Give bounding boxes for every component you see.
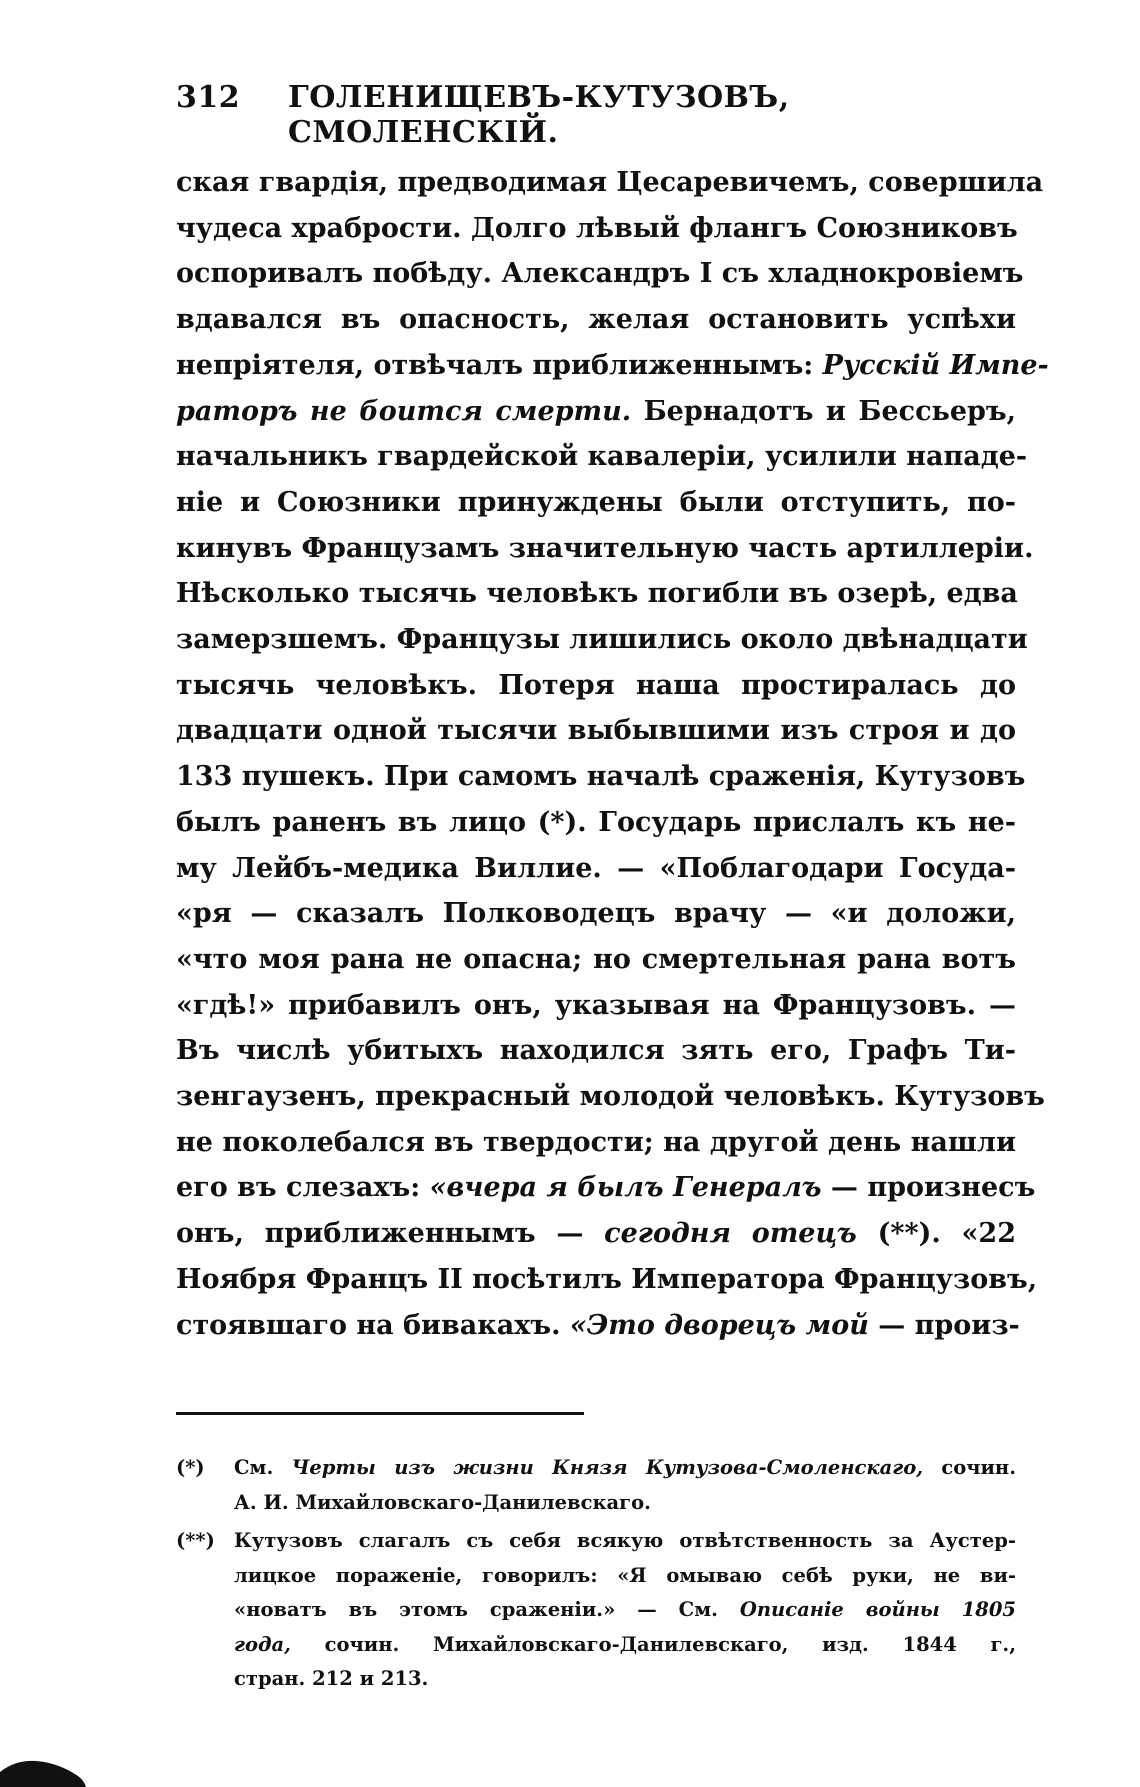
footnote-mark: (**) [176, 1529, 215, 1553]
text-segment: оспоривалъ побѣду. Александръ I съ хладнокровіемъ [176, 258, 1024, 290]
text-segment: не поколебался въ твердости; на другой день нашли [176, 1126, 1016, 1158]
italic-text-segment: Описаніе войны 1805 [739, 1598, 1016, 1622]
text-line [176, 526, 1034, 572]
italic-text-segment: «Это дворецъ мой [569, 1309, 869, 1341]
italic-text-segment: «вчера я былъ Генералъ [429, 1172, 822, 1204]
text-line [176, 1165, 1036, 1211]
main-text [176, 160, 1049, 1348]
text-segment: А. И. Михайловскаго-Данилевскаго. [234, 1490, 651, 1514]
text-line [176, 251, 1024, 297]
text-segment: онъ, приближеннымъ — [176, 1218, 605, 1250]
text-line [176, 708, 1016, 754]
text-segment: сочин. Михайловскаго-Данилевскаго, изд. 1844 г., [290, 1632, 1016, 1656]
text-line [176, 1303, 1020, 1349]
text-segment: Кутузовъ слагалъ съ себя всякую отвѣтственность за Аустер- [234, 1529, 1016, 1553]
text-line [176, 1211, 1016, 1257]
text-segment: вдавался въ опасность, желая остановить успѣхи [176, 304, 1016, 336]
text-segment: Нѣсколько тысячь человѣкъ погибли въ озерѣ, едва [176, 578, 1018, 610]
text-line [176, 160, 1044, 206]
footnote-text [234, 1524, 1016, 1697]
footnote [176, 1524, 1016, 1697]
text-segment: чудеса храбрости. Долго лѣвый флангъ Союзниковъ [176, 212, 1018, 244]
italic-text-segment: сегодня отецъ [604, 1218, 857, 1250]
footnote-mark: (*) [176, 1456, 205, 1480]
footnote-rule [176, 1412, 584, 1415]
text-line [176, 663, 1016, 709]
text-segment: ніе и Союзники принуждены были отступить, по- [176, 486, 1016, 518]
footnote-line [234, 1662, 1016, 1697]
text-segment: — произнесъ [821, 1172, 1036, 1204]
text-segment: См. [234, 1456, 292, 1480]
text-line [176, 754, 1026, 800]
footnote-line [234, 1628, 1016, 1663]
text-line [176, 389, 1016, 435]
italic-text-segment: раторъ не боится смерти. [176, 395, 632, 427]
text-line [176, 983, 1016, 1029]
text-segment: «гдѣ!» прибавилъ онъ, указывая на Французовъ. — [176, 989, 1016, 1021]
footnote-line [234, 1451, 1016, 1486]
text-segment: стран. 212 и 213. [234, 1667, 429, 1691]
text-segment: ская гвардія, предводимая Цесаревичемъ, совершила [176, 167, 1044, 198]
footnote-line [234, 1559, 1016, 1594]
text-segment: — произ- [868, 1309, 1020, 1341]
text-line [176, 891, 1016, 937]
footnote-line [234, 1486, 1016, 1521]
text-segment: начальникъ гвардейской кавалеріи, усилили нападе- [176, 441, 1028, 473]
italic-text-segment: Черты изъ жизни Князя Кутузова-Смоленскаго, [291, 1456, 923, 1480]
text-segment: тысячь человѣкъ. Потеря наша простиралась до [176, 669, 1016, 701]
text-segment: стоявшаго на бивакахъ. [176, 1309, 570, 1341]
text-segment: му Лейбъ-медика Виллие. — «Поблагодари Госуда- [176, 852, 1016, 884]
footnote-line [234, 1593, 1016, 1628]
footnote-text [234, 1451, 1016, 1520]
text-segment: зенгаузенъ, прекрасный молодой человѣкъ. Кутузовъ [176, 1081, 1045, 1113]
text-segment: его въ слезахъ: [176, 1172, 430, 1204]
text-segment: 133 пушекъ. При самомъ началѣ сраженія, Кутузовъ [176, 761, 1026, 793]
text-line [176, 297, 1016, 343]
text-line [176, 800, 1016, 846]
text-line [176, 1074, 1045, 1120]
text-line [176, 617, 1028, 663]
text-segment: былъ раненъ въ лицо (*). Государь прислалъ къ не- [176, 806, 1016, 838]
text-segment: Въ числѣ убитыхъ находился зять его, Графъ Ти- [176, 1035, 1016, 1067]
text-line [176, 846, 1016, 892]
italic-text-segment: Русскій Импе- [822, 349, 1049, 381]
text-segment: непріятеля, отвѣчалъ приближеннымъ: [176, 349, 823, 381]
italic-text-segment: года, [234, 1632, 291, 1656]
text-line [176, 343, 1049, 389]
text-line [176, 206, 1016, 252]
text-segment: сочин. [923, 1456, 1016, 1480]
text-line [176, 1120, 1016, 1166]
text-segment: «новатъ въ этомъ сраженіи.» — См. [234, 1598, 740, 1622]
text-segment: кинувъ Французамъ значительную часть артиллеріи. [176, 532, 1034, 564]
text-line [176, 571, 1016, 617]
page-header [176, 80, 1016, 150]
text-segment: «ря — сказалъ Полководецъ врачу — «и доложи, [176, 898, 1016, 930]
footnotes [176, 1451, 1016, 1697]
footnote [176, 1451, 1016, 1520]
book-page [176, 80, 1049, 1701]
text-segment: «что моя рана не опасна; но смертельная рана вотъ [176, 943, 1016, 975]
text-segment: двадцати одной тысячи выбывшими изъ строя и до [176, 715, 1016, 747]
page-number: 312 [176, 80, 241, 115]
text-line [176, 480, 1016, 526]
text-segment: Ноября Францъ II посѣтилъ Императора Французовъ, [176, 1263, 1038, 1295]
text-line [176, 434, 1028, 480]
text-segment: (**). «22 [856, 1218, 1016, 1250]
running-head: ГОЛЕНИЩЕВЪ-КУТУЗОВЪ, СМОЛЕНСКІЙ. [288, 80, 790, 150]
ink-blot-mark [0, 1758, 86, 1787]
footnote-line [234, 1524, 1016, 1559]
text-line [176, 937, 1016, 983]
text-line [176, 1028, 1016, 1074]
text-segment: замерзшемъ. Французы лишились около двѣнадцати [176, 624, 1028, 656]
text-segment: лицкое пораженіе, говорилъ: «Я омываю себѣ руки, не ви- [234, 1563, 1016, 1587]
text-segment: Бернадотъ и Бессьеръ, [631, 395, 1017, 427]
text-line [176, 1257, 1038, 1303]
